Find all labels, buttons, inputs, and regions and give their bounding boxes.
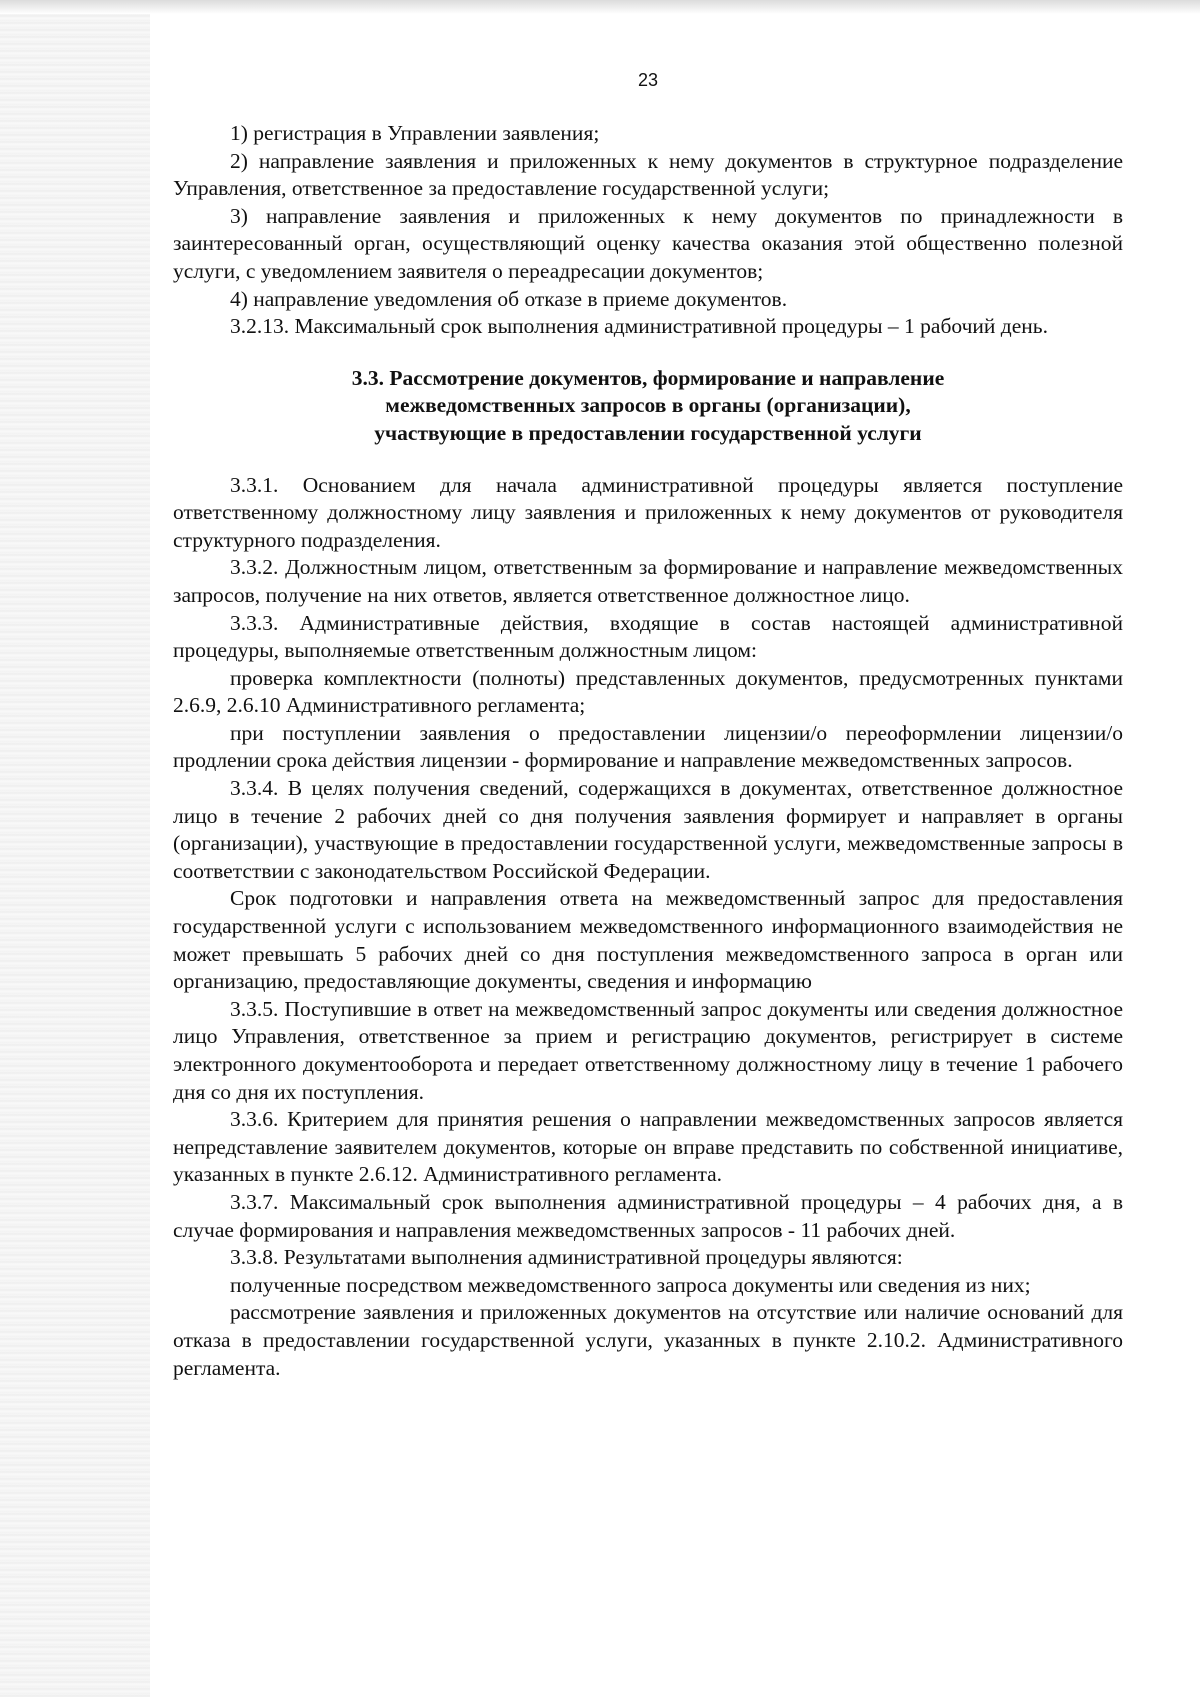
section-title-line: 3.3. Рассмотрение документов, формирование и направление <box>351 365 945 390</box>
section-body <box>173 472 1123 1383</box>
body-paragraph: проверка комплектности (полноты) представленных документов, предусмотренных пунктами 2.6.9, 2.6.10 Административного регламента; <box>173 665 1123 718</box>
section-title <box>173 365 1123 448</box>
body-paragraph: 3.3.7. Максимальный срок выполнения административной процедуры – 4 рабочих дня, а в случае формирования и направления межведомственных запросов - 11 рабочих дней. <box>173 1189 1123 1242</box>
document-page <box>173 70 1123 1382</box>
body-paragraph: рассмотрение заявления и приложенных документов на отсутствие или наличие оснований для отказа в предоставлении государственной услуги, указанных в пункте 2.10.2. Административного регламента. <box>173 1300 1123 1380</box>
intro-paragraph: 2) направление заявления и приложенных к нему документов в структурное подразделение Управления, ответственное за предоставление государственной услуги; <box>173 148 1123 201</box>
scan-shadow-top <box>0 0 1200 14</box>
body-paragraph: полученные посредством межведомственного запроса документы или сведения из них; <box>230 1272 1031 1297</box>
section-title-line: участвующие в предоставлении государственной услуги <box>374 420 922 445</box>
body-paragraph: Срок подготовки и направления ответа на межведомственный запрос для предоставления государственной услуги с использованием межведомственного информационного взаимодействия не может превышать 5 рабочих дней со дня поступления межведомственного запроса в орган или организацию, предоставляющие документы, сведения и информацию <box>173 886 1123 994</box>
body-paragraph: 3.3.3. Административные действия, входящие в состав настоящей административной процедуры, выполняемые ответственным должностным лицом: <box>173 610 1123 663</box>
intro-paragraph: 4) направление уведомления об отказе в приеме документов. <box>230 286 788 311</box>
intro-paragraph: 3) направление заявления и приложенных к нему документов по принадлежности в заинтересованный орган, осуществляющий оценку качества оказания этой общественно полезной услуги, с уведомлением заявителя о переадресации документов; <box>173 203 1123 283</box>
scan-shadow-left <box>0 0 150 1697</box>
intro-section <box>173 120 1123 341</box>
page-number: 23 <box>637 70 659 90</box>
intro-paragraph: 1) регистрация в Управлении заявления; <box>230 121 600 145</box>
body-paragraph: при поступлении заявления о предоставлении лицензии/о переоформлении лицензии/о продлении срока действия лицензии - формирование и направление межведомственных запросов. <box>173 720 1123 773</box>
body-paragraph: 3.3.2. Должностным лицом, ответственным за формирование и направление межведомственных запросов, получение на них ответов, является ответственное должностное лицо. <box>173 555 1123 607</box>
body-paragraph: 3.3.5. Поступившие в ответ на межведомственный запрос документы или сведения должностное лицо Управления, ответственное за прием и регистрацию документов, регистрирует в системе электронного документооборота и передает ответственному должностному лицу в течение 1 рабочего дня со дня их поступления. <box>173 996 1123 1104</box>
body-paragraph: 3.3.4. В целях получения сведений, содержащихся в документах, ответственное должностное лицо в течение 2 рабочих дней со дня получения заявления формирует и направляет в органы (организации), участвующие в предоставлении государственной услуги, межведомственные запросы в соответствии с законодательством Российской Федерации. <box>173 776 1123 883</box>
intro-paragraph: 3.2.13. Максимальный срок выполнения административной процедуры – 1 рабочий день. <box>230 314 1048 339</box>
section-title-line: межведомственных запросов в органы (организации), <box>385 393 911 418</box>
body-paragraph: 3.3.6. Критерием для принятия решения о направлении межведомственных запросов является непредставление заявителем документов, которые он вправе представить по собственной инициативе, указанных в пункте 2.6.12. Административного регламента. <box>173 1107 1123 1187</box>
body-paragraph: 3.3.1. Основанием для начала административной процедуры является поступление ответственному должностному лицу заявления и приложенных к нему документов от руководителя структурного подразделения. <box>173 472 1123 552</box>
body-paragraph: 3.3.8. Результатами выполнения административной процедуры являются: <box>230 1245 903 1270</box>
